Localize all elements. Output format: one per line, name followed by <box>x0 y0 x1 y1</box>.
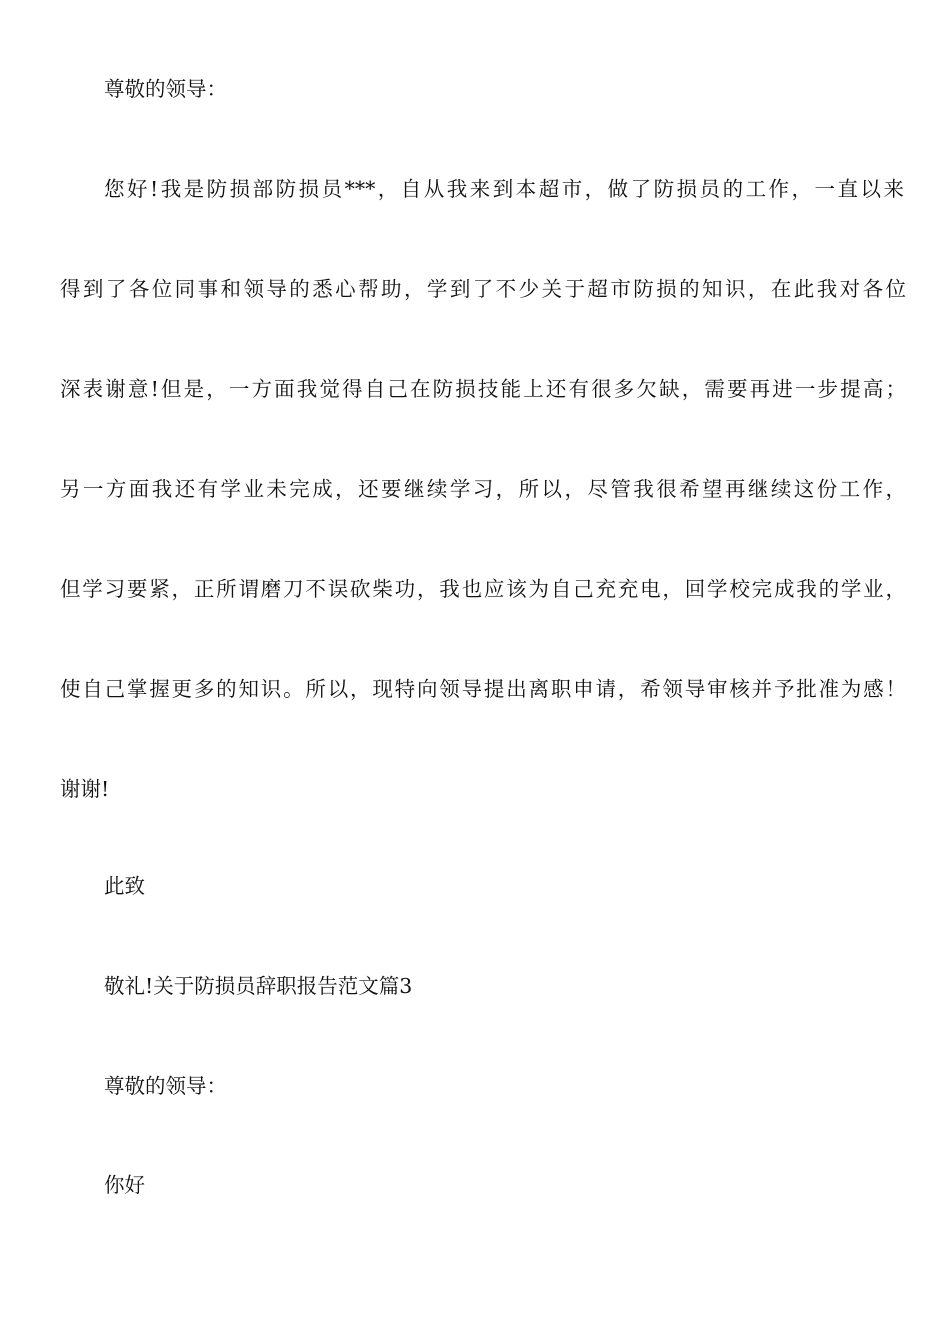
paragraph-line: 另一方面我还有学业未完成，还要继续学习，所以，尽管我很希望再继续这份工作， <box>60 477 906 501</box>
salutation: 尊敬的领导： <box>104 77 227 101</box>
closing: 此致 <box>104 874 145 898</box>
paragraph-line: 深表谢意!但是，一方面我觉得自己在防损技能上还有很多欠缺，需要再进一步提高； <box>60 377 906 401</box>
paragraph-line: 但学习要紧，正所谓磨刀不误砍柴功，我也应该为自己充充电，回学校完成我的学业， <box>60 577 906 601</box>
paragraph-line: 使自己掌握更多的知识。所以，现特向领导提出离职申请，希领导审核并予批准为感！ <box>60 677 906 701</box>
paragraph-line: 您好!我是防损部防损员***，自从我来到本超市，做了防损员的工作，一直以来 <box>104 177 904 201</box>
salutation: 尊敬的领导： <box>104 1074 227 1098</box>
paragraph-line: 得到了各位同事和领导的悉心帮助，学到了不少关于超市防损的知识，在此我对各位 <box>60 277 906 301</box>
opening-line: 你好 <box>104 1173 145 1197</box>
section-heading: 敬礼!关于防损员辞职报告范文篇3 <box>104 974 413 998</box>
paragraph-line: 谢谢! <box>60 777 110 801</box>
